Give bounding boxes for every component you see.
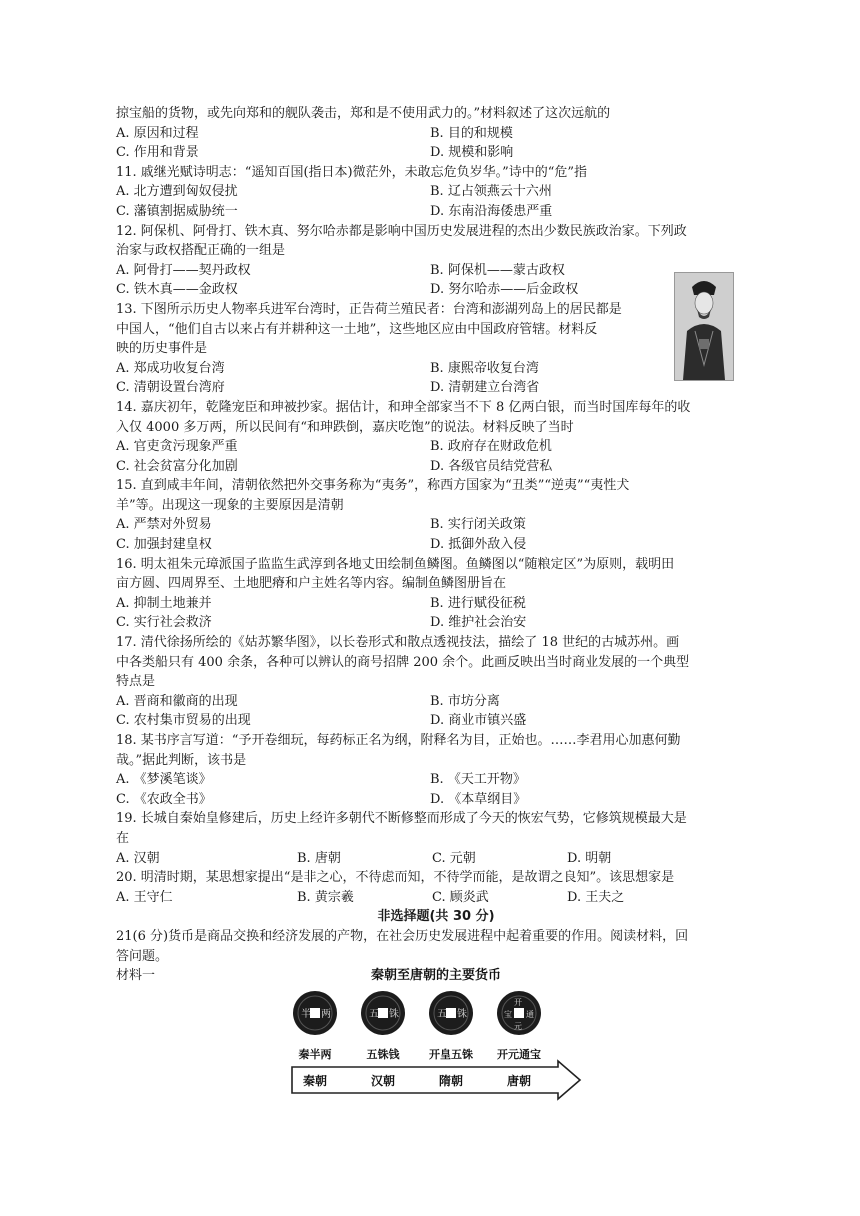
options-row (116, 280, 756, 300)
option-c: C. 社会贫富分化加剧 (116, 458, 238, 474)
q21-stem: 答问题。 (116, 948, 169, 964)
option-c: C. 铁木真——金政权 (116, 282, 238, 298)
option-b: B. 进行赋役征税 (430, 595, 526, 611)
option-c: C. 实行社会救济 (116, 615, 212, 631)
options-row (116, 711, 756, 731)
option-a: A. 严禁对外贸易 (116, 517, 212, 533)
option-d: D. 努尔哈赤——后金政权 (430, 282, 579, 298)
material-label: 材料一 (116, 968, 156, 984)
dynasty-label: 汉朝 (370, 1074, 396, 1088)
option-a: A. 阿骨打——契丹政权 (116, 262, 251, 278)
options-row (116, 535, 756, 555)
coin-char: 元 (514, 1022, 522, 1031)
options-row (116, 124, 756, 144)
option-c: C. 加强封建皇权 (116, 537, 212, 553)
q16-stem: 亩方圆、四周界至、土地肥瘠和户主姓名等内容。编制鱼鳞图册旨在 (116, 576, 507, 592)
options-row (116, 359, 756, 379)
options-row (116, 613, 756, 633)
options-row (116, 692, 756, 712)
q14-stem: 14. 嘉庆初年，乾隆宠臣和珅被抄家。据估计，和珅全部家当不下 8 亿两白银，而当时国库每年的收 (116, 399, 691, 415)
option-d: D. 东南沿海倭患严重 (430, 203, 553, 219)
options-row (116, 770, 756, 790)
coin-label: 五铢钱 (366, 1048, 400, 1061)
option-b: B. 市坊分离 (430, 693, 500, 709)
q19-stem: 在 (116, 830, 130, 846)
option-b: B. 《天工开物》 (430, 772, 526, 788)
option-a: A. 郑成功收复台湾 (116, 360, 225, 376)
option-b: B. 目的和规模 (430, 125, 513, 141)
timeline-arrow (292, 1061, 580, 1099)
option-a: A. 北方遭到匈奴侵扰 (116, 184, 238, 200)
options-row (116, 888, 756, 908)
currency-figure (290, 965, 582, 1105)
option-b: B. 政府存在财政危机 (430, 439, 552, 455)
option-b: B. 黄宗羲 (297, 889, 354, 905)
coin-kaihuang-icon (429, 991, 473, 1035)
coin-qin-icon (293, 991, 337, 1035)
q20-stem: 20. 明清时期，某思想家提出“是非之心，不待虑而知，不待学而能，是故谓之良知”。该思想家是 (116, 870, 675, 886)
dynasty-label: 隋朝 (438, 1074, 464, 1088)
option-b: B. 康熙帝收复台湾 (430, 360, 539, 376)
option-c: C. 《农政全书》 (116, 791, 212, 807)
option-d: D. 《本草纲目》 (430, 791, 527, 807)
option-a: A. 官吏贪污现象严重 (116, 439, 238, 455)
q19-stem: 19. 长城自秦始皇修建后，历史上经许多朝代不断修整而形成了今天的恢宏气势，它修筑规模最大是 (116, 811, 687, 827)
options-row (116, 437, 756, 457)
q13-stem: 映的历史事件是 (116, 341, 208, 357)
options-row (116, 182, 756, 202)
option-d: D. 商业市镇兴盛 (430, 713, 527, 729)
option-d: D. 王夫之 (567, 889, 625, 905)
option-c: C. 元朝 (432, 850, 476, 866)
option-b: B. 辽占领燕云十六州 (430, 184, 552, 200)
option-d: D. 维护社会治安 (430, 615, 527, 631)
coin-char: 两 (321, 1009, 331, 1020)
option-b: B. 唐朝 (297, 850, 341, 866)
q10-stem-tail: 掠宝船的货物，或先向郑和的舰队袭击，郑和是不使用武力的。”材料叙述了这次远航的 (116, 106, 611, 121)
q16-stem: 16. 明太祖朱元璋派国子监监生武淳到各地丈田绘制鱼鳞图。鱼鳞图以“随粮定区”为原则，载明田 (116, 556, 675, 572)
option-a: A. 汉朝 (116, 850, 160, 866)
q15-stem: 15. 直到咸丰年间，清朝依然把外交事务称为“夷务”，称西方国家为“丑类”“逆夷”“夷性犬 (116, 478, 630, 494)
coin-char: 铢 (457, 1009, 467, 1020)
option-a: A. 原因和过程 (116, 125, 199, 141)
coin-char: 五 (369, 1009, 379, 1020)
options-row (116, 202, 756, 222)
options-row (116, 378, 756, 398)
options-row (116, 261, 756, 281)
q18-stem: 18. 某书序言写道：“予开卷细玩，每药标正名为纲，附释名为目，正始也。……李君用心加惠何勤 (116, 733, 681, 748)
coin-char: 五 (437, 1009, 447, 1020)
coin-kaiyuan-icon (497, 991, 541, 1035)
figure-title: 秦朝至唐朝的主要货币 (370, 968, 502, 983)
q13-stem: 13. 下图所示历史人物率兵进军台湾时，正告荷兰殖民者：台湾和澎湖列岛上的居民都是 (116, 301, 622, 317)
portrait-figure-icon (675, 273, 733, 380)
option-b: B. 实行闭关政策 (430, 517, 526, 533)
options-row (116, 790, 756, 810)
option-c: C. 清朝设置台湾府 (116, 380, 225, 396)
q17-stem: 中各类船只有 400 余条，各种可以辨认的商号招牌 200 余个。此画反映出当时商业发展的一个典型 (116, 654, 690, 670)
option-d: D. 各级官员结党营私 (430, 458, 553, 474)
options-row (116, 515, 756, 535)
dynasty-label: 唐朝 (506, 1074, 532, 1088)
q17-stem: 17. 清代徐扬所绘的《姑苏繁华图》，以长卷形式和散点透视技法，描绘了 18 世纪的古城苏州。画 (116, 635, 680, 651)
coin-char: 宝 (504, 1010, 512, 1019)
options-row (116, 594, 756, 614)
option-c: C. 顾炎武 (432, 889, 489, 905)
coin-char: 半 (301, 1009, 311, 1020)
coin-char: 通 (526, 1010, 534, 1019)
options-row (116, 143, 756, 163)
coin-char: 铢 (389, 1009, 399, 1020)
option-a: A. 抑制土地兼并 (116, 595, 212, 611)
option-b: B. 阿保机——蒙古政权 (430, 262, 565, 278)
option-c: C. 农村集市贸易的出现 (116, 713, 251, 729)
options-row (116, 849, 756, 869)
coin-wuzhu-icon (361, 991, 405, 1035)
option-c: C. 作用和背景 (116, 145, 199, 161)
option-d: D. 抵御外敌入侵 (430, 537, 527, 553)
currency-diagram (290, 965, 582, 1105)
q12-stem: 治家与政权搭配正确的一组是 (116, 243, 286, 259)
coin-char: 开 (514, 998, 522, 1007)
option-a: A. 王守仁 (116, 889, 173, 905)
q13-stem: 中国人，“他们自古以来占有并耕种这一土地”，这些地区应由中国政府管辖。材料反 (116, 321, 598, 337)
section-title: 非选择题(共 30 分) (377, 909, 495, 925)
q17-stem: 特点是 (116, 674, 156, 690)
option-d: D. 清朝建立台湾省 (430, 380, 540, 396)
q15-stem: 羊”等。出现这一现象的主要原因是清朝 (116, 497, 344, 513)
option-a: A. 《梦溪笔谈》 (116, 772, 212, 788)
q11-stem: 11. 戚继光赋诗明志：“遥知百国(指日本)微茫外，未敢忘危负岁华。”诗中的“危”指 (116, 164, 588, 180)
option-a: A. 晋商和徽商的出现 (116, 693, 238, 709)
option-c: C. 藩镇割据威胁统一 (116, 203, 238, 219)
q18-stem: 哉。”据此判断，该书是 (116, 752, 247, 768)
coin-label: 秦半两 (298, 1048, 332, 1061)
option-d: D. 规模和影响 (430, 145, 514, 161)
exam-page (116, 104, 756, 986)
historical-portrait-image (674, 272, 734, 381)
coin-label: 开元通宝 (497, 1048, 541, 1061)
q14-stem: 入仅 4000 多万两，所以民间有“和珅跌倒，嘉庆吃饱”的说法。材料反映了当时 (116, 419, 574, 435)
dynasty-label: 秦朝 (302, 1074, 328, 1088)
q21-stem: 21(6 分)货币是商品交换和经济发展的产物，在社会历史发展进程中起着重要的作用。阅读材料，回 (116, 928, 689, 944)
options-row (116, 457, 756, 477)
q12-stem: 12. 阿保机、阿骨打、铁木真、努尔哈赤都是影响中国历史发展进程的杰出少数民族政治家。下列政 (116, 223, 687, 239)
option-d: D. 明朝 (567, 850, 612, 866)
coin-label: 开皇五铢 (429, 1048, 473, 1061)
